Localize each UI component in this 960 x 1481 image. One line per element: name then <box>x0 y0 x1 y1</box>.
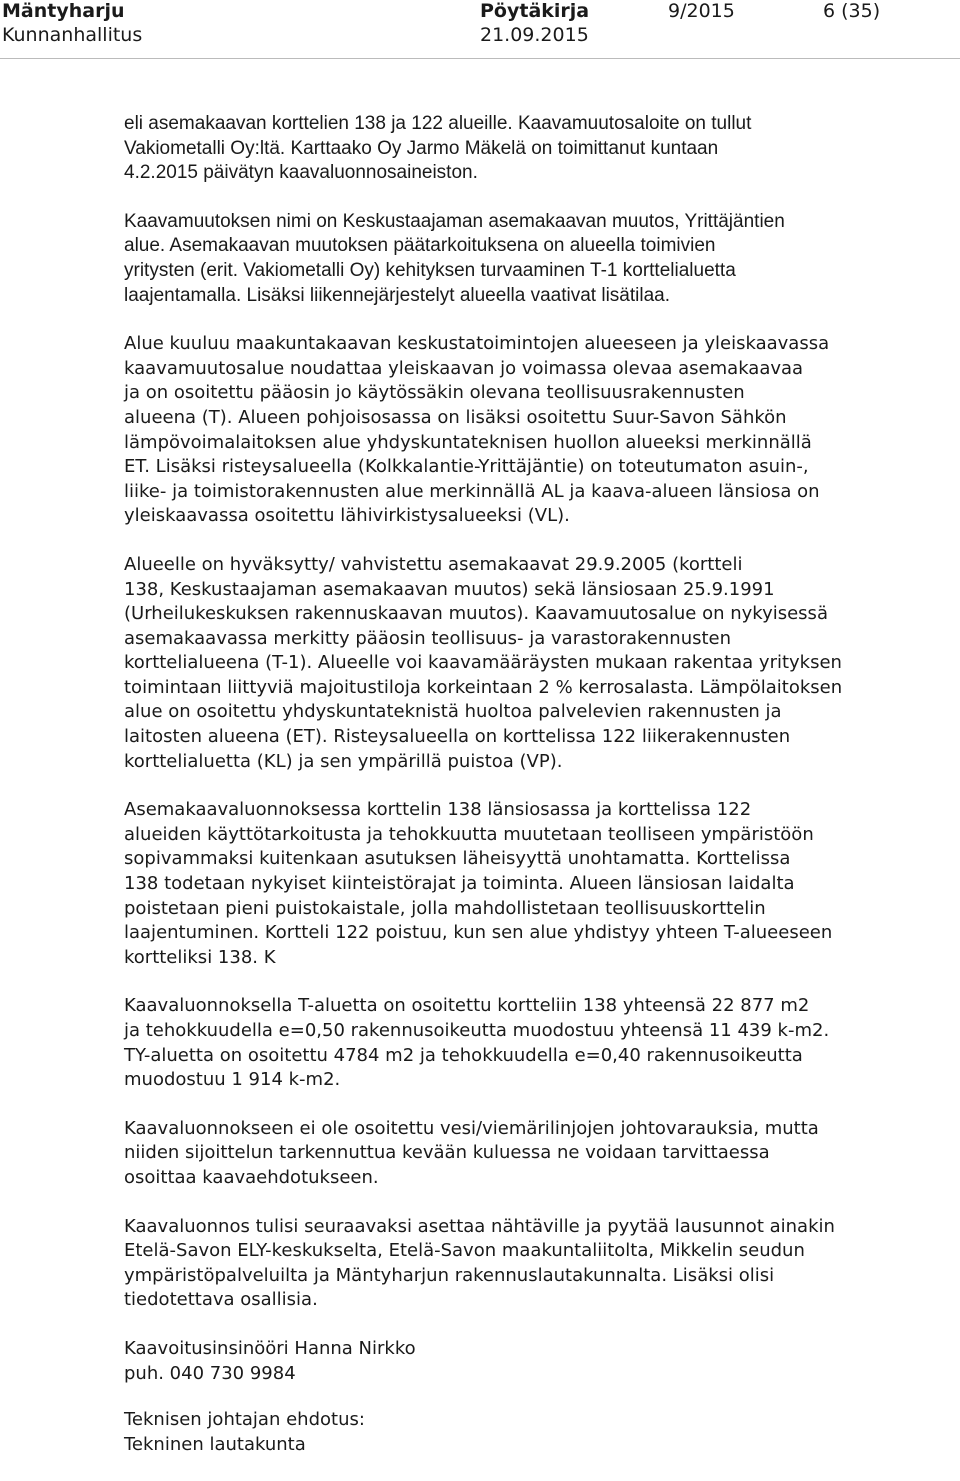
text-line: niiden sijoittelun tarkennuttua kevään kuluessa ne voidaan tarvittaessa <box>124 1142 770 1164</box>
text-line: Alueelle on hyväksytty/ vahvistettu asemakaavat 29.9.2005 (kortteli <box>124 553 743 575</box>
paragraph-utilities <box>124 1117 894 1191</box>
text-line: korttelialuetta (KL) ja sen ympärillä puistoa (VP). <box>124 750 563 772</box>
proposal-heading <box>124 1408 894 1457</box>
text-line: Kaavaluonnoksella T-aluetta on osoitettu kortteliin 138 yhteensä 22 877 m2 <box>124 995 810 1017</box>
proposal-label: Teknisen johtajan ehdotus: <box>124 1409 365 1431</box>
contact-name: Kaavoitusinsinööri Hanna Nirkko <box>124 1337 416 1359</box>
text-line: Kaavamuutoksen nimi on Keskustaajaman asemakaavan muutos, Yrittäjäntien <box>124 210 785 232</box>
text-line: Asemakaavaluonnoksessa korttelin 138 länsiosassa ja korttelissa 122 <box>124 799 752 821</box>
text-line: TY-aluetta on osoitettu 4784 m2 ja tehokkuudella e=0,40 rakennusoikeutta <box>124 1044 803 1066</box>
text-line: (Urheilukeskuksen rakennuskaavan muutos). Kaavamuutosalue on nykyisessä <box>124 603 828 625</box>
text-line: lämpövoimalaitoksen alue yhdyskuntateknisen huollon alueeksi merkinnällä <box>124 431 812 453</box>
text-line: poistetaan pieni puistokaistale, jolla mahdollistetaan teollisuuskorttelin <box>124 897 766 919</box>
text-line: kortteliksi 138. K <box>124 946 276 968</box>
text-line: yritysten (erit. Vakiometalli Oy) kehityksen turvaaminen T-1 korttelialuetta <box>124 259 736 281</box>
text-line: sopivammaksi kuitenkaan asutuksen läheisyyttä unohtamatta. Korttelissa <box>124 848 791 870</box>
text-line: yleiskaavassa osoitettu lähivirkistysalueeksi (VL). <box>124 505 570 527</box>
text-line: laitosten alueena (ET). Risteysalueella on korttelissa 122 liikerakennusten <box>124 726 791 748</box>
page-number: 6 (35) <box>823 0 881 22</box>
paragraph-draft-plan <box>124 798 894 970</box>
paragraph-regional-plan <box>124 332 894 529</box>
page-header <box>0 0 960 60</box>
header-divider <box>0 58 960 59</box>
text-line: kaavamuutosalue noudattaa yleiskaavan jo voimassa olevaa asemakaavaa <box>124 357 804 379</box>
municipality-name: Mäntyharju <box>2 0 125 22</box>
text-line: alue on osoitettu yhdyskuntateknistä huoltoa palvelevien rakennusten ja <box>124 701 782 723</box>
text-line: laajentuminen. Kortteli 122 poistuu, kun sen alue yhdistyy yhteen T-alueeseen <box>124 922 833 944</box>
committee-name: Kunnanhallitus <box>2 24 143 46</box>
text-line: Kaavaluonnos tulisi seuraavaksi asettaa nähtäville ja pyytää lausunnot ainakin <box>124 1215 835 1237</box>
text-line: 138, Keskustaajaman asemakaavan muutos) sekä länsiosaan 25.9.1991 <box>124 578 775 600</box>
text-line: alueena (T). Alueen pohjoisosassa on lisäksi osoitettu Suur-Savon Sähkön <box>124 406 787 428</box>
text-line: laajentamalla. Lisäksi liikennejärjestelyt alueella vaativat lisätilaa. <box>124 284 671 306</box>
text-line: asemakaavassa merkitty pääosin teollisuus- ja varastorakennusten <box>124 627 732 649</box>
paragraph-next-steps <box>124 1215 894 1313</box>
text-line: eli asemakaavan korttelien 138 ja 122 alueille. Kaavamuutosaloite on tullut <box>124 113 752 134</box>
paragraph-building-rights <box>124 994 894 1092</box>
paragraph-approved-plans <box>124 553 894 774</box>
meeting-date: 21.09.2015 <box>480 24 589 46</box>
text-line: osoittaa kaavaehdotukseen. <box>124 1166 379 1188</box>
text-line: 4.2.2015 päivätyn kaavaluonnosaineiston. <box>124 162 478 184</box>
text-line: liike- ja toimistorakennusten alue merkinnällä AL ja kaava-alueen länsiosa on <box>124 480 820 502</box>
text-line: Etelä-Savon ELY-keskukselta, Etelä-Savon maakuntaliitolta, Mikkelin seudun <box>124 1240 805 1262</box>
text-line: toimintaan liittyviä majoitustiloja korkeintaan 2 % kerrosalasta. Lämpölaitoksen <box>124 676 843 698</box>
document-type: Pöytäkirja <box>480 0 590 22</box>
text-line: alue. Asemakaavan muutoksen päätarkoituksena on alueella toimivien <box>124 235 716 257</box>
document-body <box>124 112 894 1481</box>
text-line: muodostuu 1 914 k-m2. <box>124 1069 341 1091</box>
contact-phone: puh. 040 730 9984 <box>124 1362 296 1384</box>
text-line: tiedotettava osallisia. <box>124 1289 318 1311</box>
text-line: korttelialueena (T-1). Alueelle voi kaavamääräysten mukaan rakentaa yrityksen <box>124 652 842 674</box>
text-line: alueiden käyttötarkoitusta ja tehokkuutta muutetaan teolliseen ympäristöön <box>124 823 814 845</box>
text-line: ja on osoitettu pääosin jo käytössäkin olevana teollisuusrakennusten <box>124 382 745 404</box>
text-line: 138 todetaan nykyiset kiinteistörajat ja toiminta. Alueen länsiosan laidalta <box>124 873 795 895</box>
text-line: Vakiometalli Oy:ltä. Karttaako Oy Jarmo Mäkelä on toimittanut kuntaan <box>124 137 719 159</box>
text-line: ET. Lisäksi risteysalueella (Kolkkalantie-Yrittäjäntie) on toteutumaton asuin-, <box>124 456 809 478</box>
contact-info <box>124 1337 894 1386</box>
text-line: Kaavaluonnokseen ei ole osoitettu vesi/viemärilinjojen johtovarauksia, mutta <box>124 1117 819 1139</box>
text-line: ympäristöpalveluilta ja Mäntyharjun rakennuslautakunnalta. Lisäksi olisi <box>124 1264 775 1286</box>
paragraph-plan-name <box>124 210 894 308</box>
minutes-number: 9/2015 <box>668 0 735 22</box>
proposal-board: Tekninen lautakunta <box>124 1433 306 1455</box>
text-line: ja tehokkuudella e=0,50 rakennusoikeutta muodostuu yhteensä 11 439 k-m2. <box>124 1020 830 1041</box>
paragraph-background <box>124 112 894 186</box>
text-line: Alue kuuluu maakuntakaavan keskustatoimintojen alueeseen ja yleiskaavassa <box>124 333 830 355</box>
